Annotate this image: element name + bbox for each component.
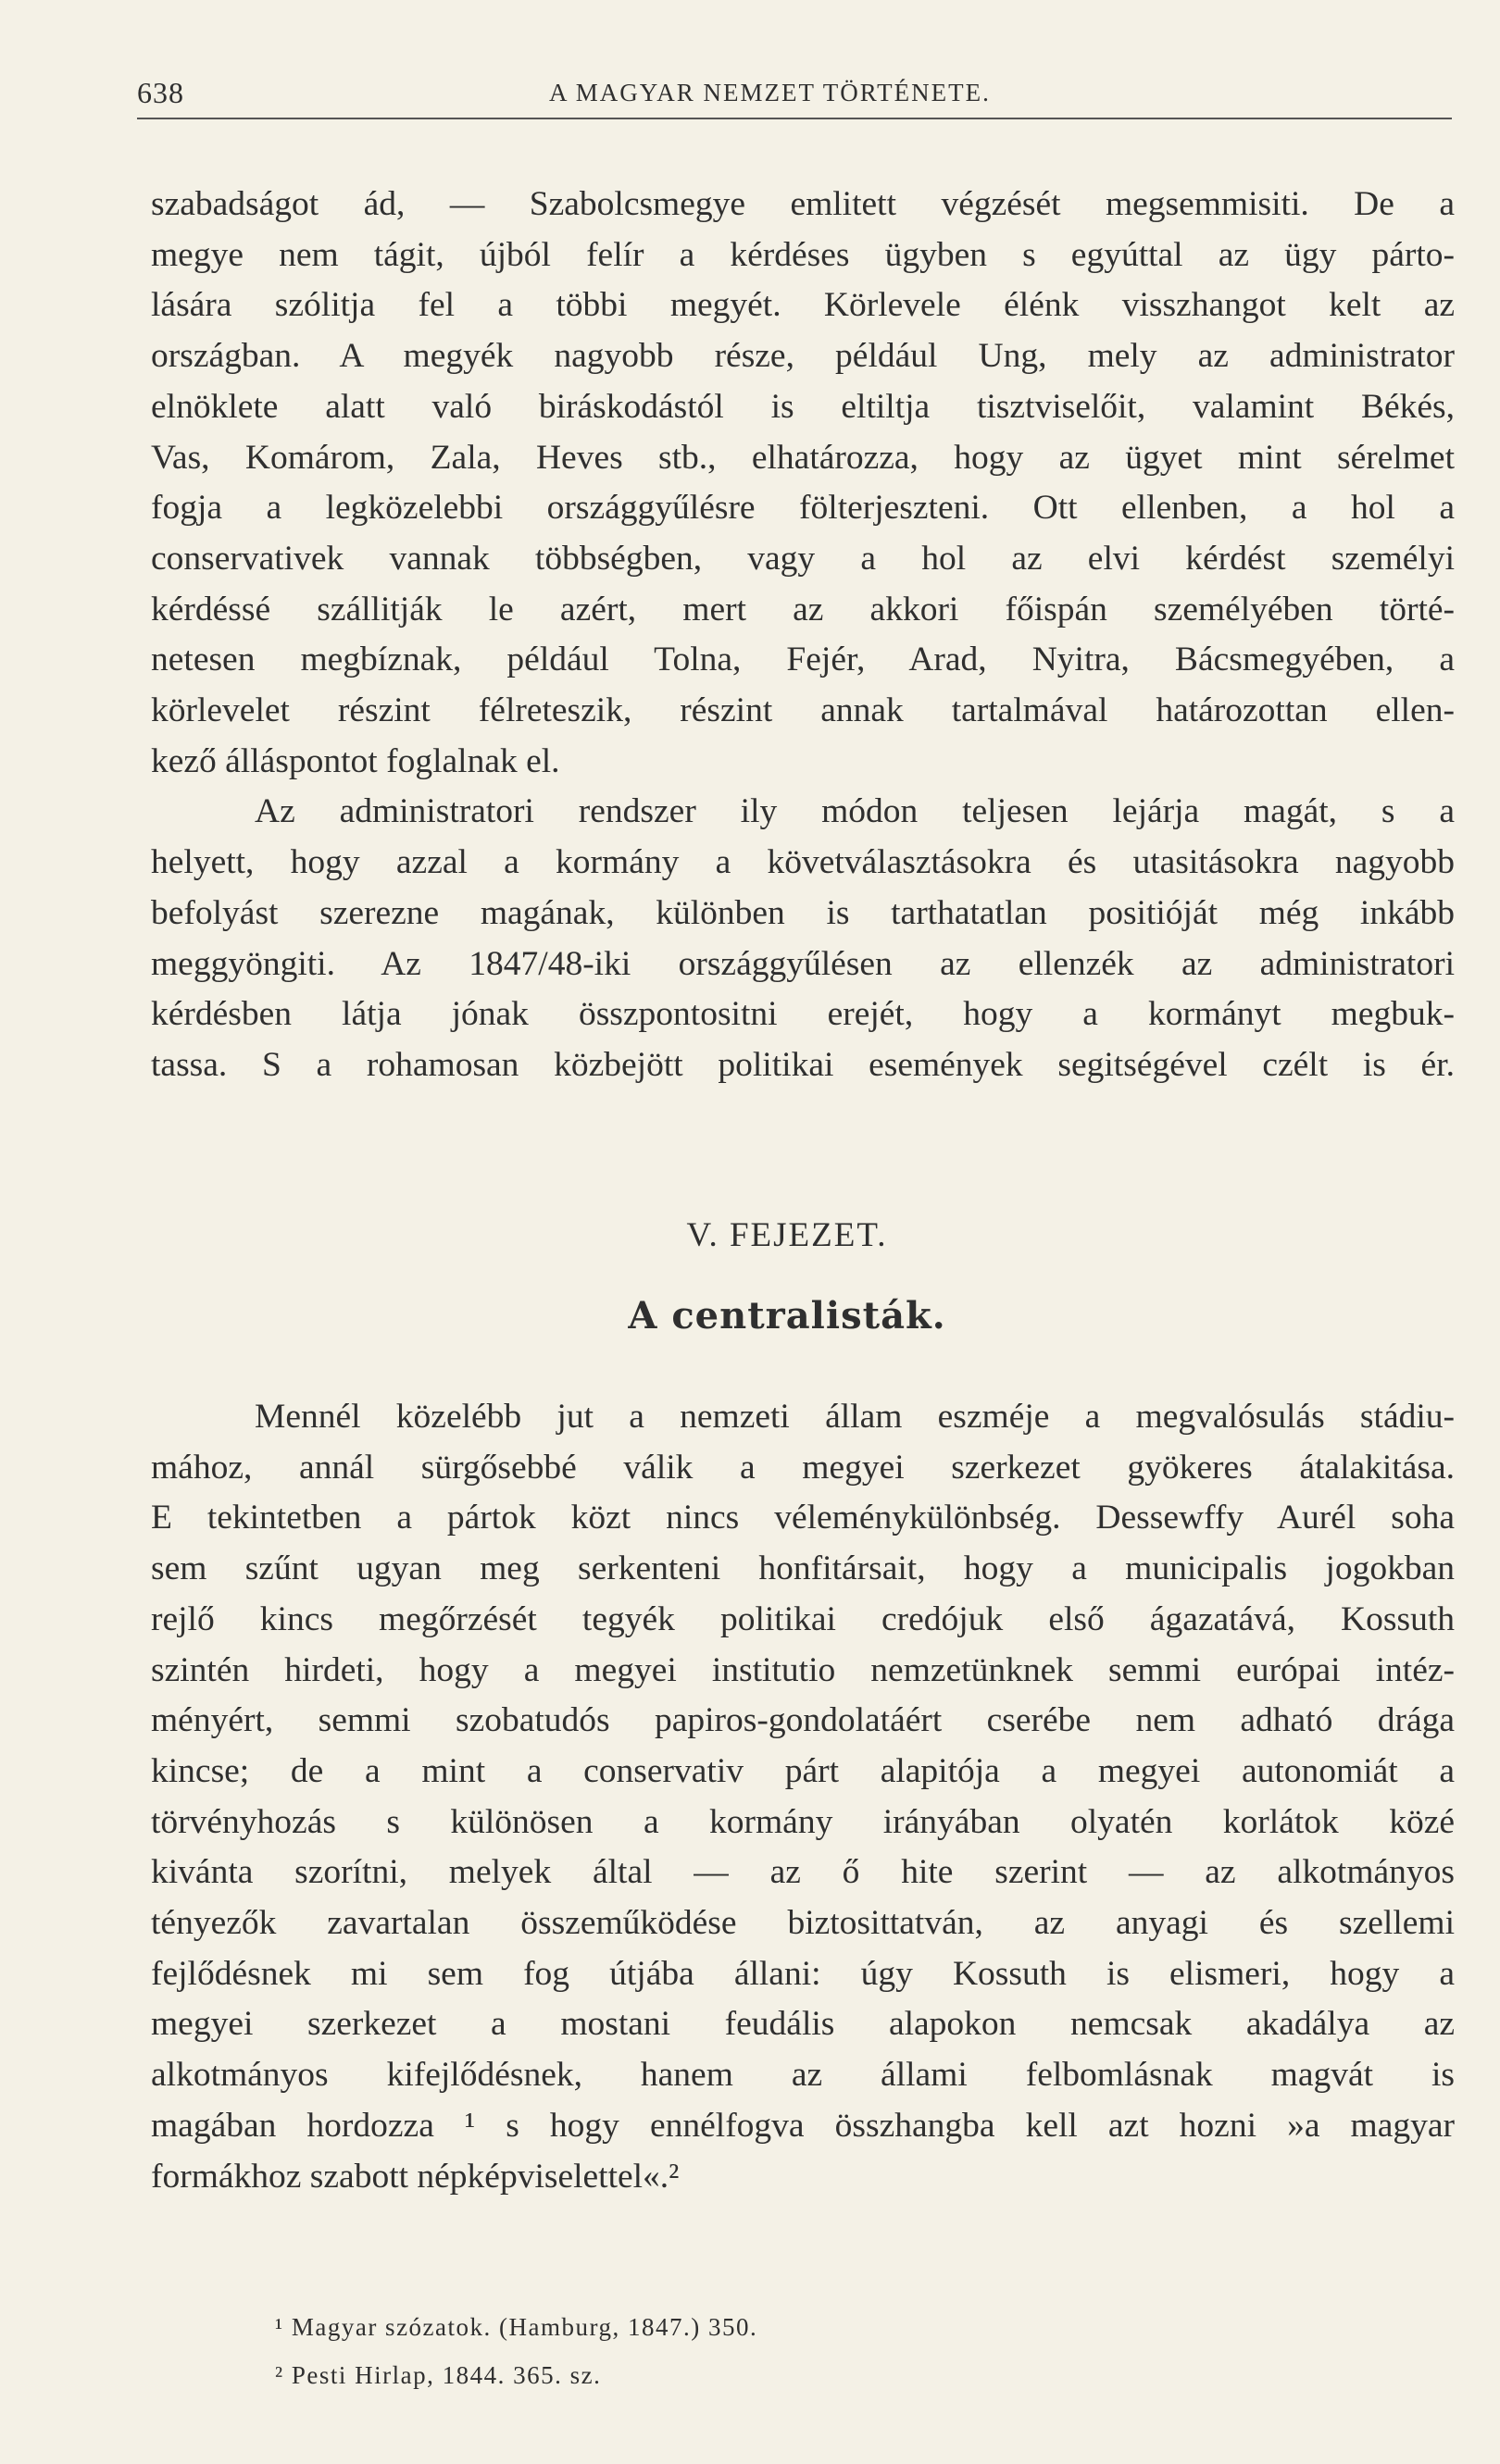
text-line: szintén hirdeti, hogy a megyei institutio nemzetünknek semmi európai intéz- bbox=[151, 1650, 1455, 1689]
text-line: kincse; de a mint a conservativ párt alapitója a megyei autonomiát a bbox=[151, 1751, 1455, 1790]
text-line: elnöklete alatt való biráskodástól is eltiltja tisztviselőit, valamint Békés, bbox=[151, 387, 1455, 426]
text-line: fejlődésnek mi sem fog útjába állani: úgy Kossuth is elismeri, hogy a bbox=[151, 1954, 1455, 1993]
text-line: magában hordozza ¹ s hogy ennélfogva összhangba kell azt hozni »a magyar bbox=[151, 2106, 1455, 2145]
running-title: A MAGYAR NEMZET TÖRTÉNETE. bbox=[549, 79, 991, 106]
footnote-2: ² Pesti Hirlap, 1844. 365. sz. bbox=[275, 2361, 602, 2389]
text-line: alkotmányos kifejlődésnek, hanem az állami felbomlásnak magvát is bbox=[151, 2056, 1455, 2095]
text-line: tényezők zavartalan összeműködése biztosittatván, az anyagi és szellemi bbox=[151, 1904, 1455, 1943]
text-line: megyei szerkezet a mostani feudális alapokon nemcsak akadálya az bbox=[151, 2005, 1455, 2044]
page-number: 638 bbox=[137, 76, 184, 109]
text-line: ményért, semmi szobatudós papiros-gondolatáért cserébe nem adható drága bbox=[151, 1701, 1455, 1740]
footnotes bbox=[275, 2303, 757, 2399]
text-line: formákhoz szabott népképviselettel«.² bbox=[151, 2157, 680, 2196]
chapter-text-block bbox=[151, 1392, 1455, 2202]
text-line: Vas, Komárom, Zala, Heves stb., elhatározza, hogy az ügyet mint sérelmet bbox=[151, 438, 1455, 477]
text-line: netesen megbíznak, például Tolna, Fejér, Arad, Nyitra, Bácsmegyében, a bbox=[151, 641, 1455, 679]
text-line: országban. A megyék nagyobb része, például Ung, mely az administrator bbox=[151, 337, 1455, 376]
text-line: befolyást szerezne magának, különben is tarthatatlan positióját még inkább bbox=[151, 893, 1455, 932]
text-line: meggyöngiti. Az 1847/48-iki országgyűlésen az ellenzék az administratori bbox=[151, 944, 1455, 983]
text-line: E tekintetben a pártok közt nincs véleménykülönbség. Dessewffy Aurél soha bbox=[151, 1499, 1455, 1537]
paragraph-2 bbox=[151, 787, 1455, 1090]
chapter-number: V. FEJEZET. bbox=[686, 1216, 888, 1254]
header-rule bbox=[137, 118, 1452, 119]
text-line: Mennél közelébb jut a nemzeti állam eszméje a megvalósulás stádiu- bbox=[255, 1398, 1455, 1436]
text-line: kérdéssé szállitják le azért, mert az akkori főispán személyében törté- bbox=[151, 590, 1455, 628]
footnote-1: ¹ Magyar szózatok. (Hamburg, 1847.) 350. bbox=[275, 2313, 758, 2341]
text-line: tassa. S a rohamosan közbejött politikai események segitségével czélt is ér. bbox=[151, 1045, 1455, 1084]
running-header bbox=[137, 76, 1452, 113]
chapter-title: A centralisták. bbox=[628, 1294, 946, 1338]
text-line: sem szűnt ugyan meg serkenteni honfitársait, hogy a municipalis jogokban bbox=[151, 1549, 1455, 1588]
text-line: kérdésben látja jónak összpontositni erejét, hogy a kormányt megbuk- bbox=[151, 995, 1455, 1034]
paragraph-1 bbox=[151, 180, 1455, 787]
text-line: mához, annál sürgősebbé válik a megyei szerkezet gyökeres átalakitása. bbox=[151, 1448, 1455, 1487]
text-line: lására szólitja fel a többi megyét. Körlevele élénk visszhangot kelt az bbox=[151, 286, 1455, 325]
text-line: helyett, hogy azzal a kormány a követválasztásokra és utasitásokra nagyobb bbox=[151, 843, 1455, 882]
text-line: conservativek vannak többségben, vagy a hol az elvi kérdést személyi bbox=[151, 539, 1455, 578]
text-line: kivánta szorítni, melyek által — az ő hite szerint — az alkotmányos bbox=[151, 1853, 1455, 1892]
text-line: fogja a legközelebbi országgyűlésre fölterjeszteni. Ott ellenben, a hol a bbox=[151, 489, 1455, 528]
text-line: megye nem tágit, újból felír a kérdéses ügyben s egyúttal az ügy párto- bbox=[151, 235, 1455, 274]
text-line: rejlő kincs megőrzését tegyék politikai credójuk első ágazatává, Kossuth bbox=[151, 1599, 1455, 1638]
text-line: szabadságot ád, — Szabolcsmegye emlitett végzését megsemmisiti. De a bbox=[151, 185, 1455, 223]
text-line: körlevelet részint félreteszik, részint annak tartalmával határozottan ellen- bbox=[151, 691, 1455, 730]
text-line: törvényhozás s különösen a kormány irányában olyatén korlátok közé bbox=[151, 1802, 1455, 1841]
text-line: kező álláspontot foglalnak el. bbox=[151, 741, 560, 780]
paragraph-3 bbox=[151, 1392, 1455, 2202]
text-line: Az administratori rendszer ily módon teljesen lejárja magát, s a bbox=[255, 792, 1455, 831]
top-text-block bbox=[151, 180, 1455, 1091]
